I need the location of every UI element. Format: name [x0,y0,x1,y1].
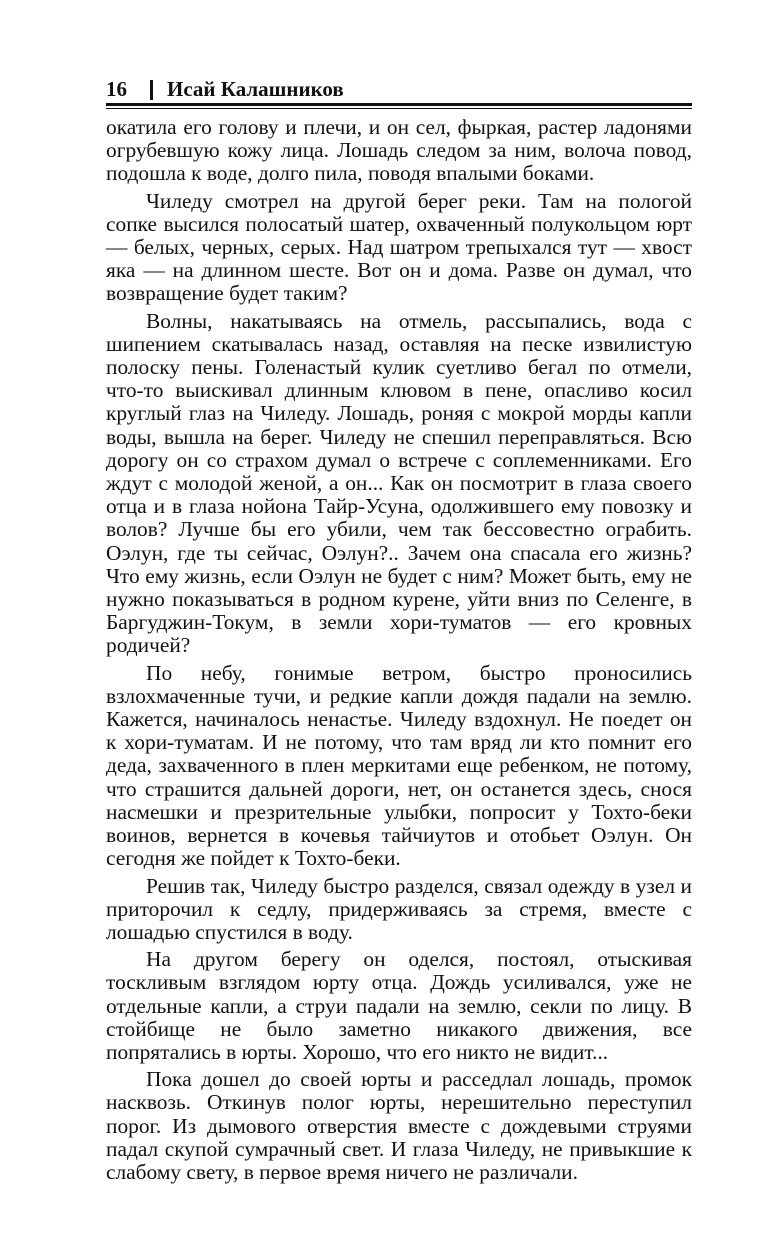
paragraph: На другом берегу он оделся, постоял, отыскивая тоскливым взглядом юрту отца. Дождь усиливался, уже не отдельные капли, а струи падали на землю, секли по лицу. В стойбище не было заметно никакого движения, все попрятались в юрты. Хорошо, что его никто не видит... [106,947,692,1064]
page-number: 16 [106,77,127,101]
header-rule-thick [106,103,692,106]
book-page [106,78,692,1188]
paragraph: Пока дошел до своей юрты и расседлал лошадь, промок насквозь. Откинув полог юрты, нерешительно переступил порог. Из дымового отверстия вместе с дождевыми струями падал скупой сумрачный свет. И глаза Чиледу, не привыкшие к слабому свету, в первое время ничего не различали. [106,1067,692,1184]
paragraph: Волны, накатываясь на отмель, рассыпались, вода с шипением скатывалась назад, оставляя на песке извилистую полоску пены. Голенастый кулик суетливо бегал по отмели, что-то выискивал длинным клювом в пене, опасливо косил круглый глаз на Чиледу. Лошадь, роняя с мокрой морды капли воды, вышла на берег. Чиледу не спешил переправляться. Всю дорогу он со страхом думал о встрече с соплеменниками. Его ждут с молодой женой, а он... Как он посмотрит в глаза своего отца и в глаза нойона Тайр-Усуна, одолжившего ему повозку и волов? Лучше бы его убили, чем так бессовестно ограбить. Оэлун, где ты сейчас, Оэлун?.. Зачем она спасала его жизнь? Что ему жизнь, если Оэлун не будет с ним? Может быть, ему не нужно показываться в родном курене, уйти вниз по Селенге, в Баргуджин-Токум, в земли хори-туматов — его кровных родичей? [106,308,692,658]
header-rule-thin [106,108,692,109]
body-text [106,116,692,1184]
paragraph: Решив так, Чиледу быстро разделся, связал одежду в узел и приторочил к седлу, придерживаясь за стремя, вместе с лошадью спустился в воду. [106,873,692,944]
paragraph: По небу, гонимые ветром, быстро проносились взлохмаченные тучи, и редкие капли дождя падали на землю. Кажется, начиналось ненастье. Чиледу вздохнул. Не поедет он к хори-туматам. И не потому, что там вряд ли кто помнит его деда, захваченного в плен меркитами еще ребенком, не потому, что страшится дальней дороги, нет, он останется здесь, снося насмешки и презрительные улыбки, попросит у Тохто-беки воинов, вернется в кочевья тайчиутов и отобьет Оэлун. Он сегодня же пойдет к Тохто-беки. [106,660,692,871]
author-name: Исай Калашников [167,77,344,101]
paragraph: Чиледу смотрел на другой берег реки. Там на пологой сопке высился полосатый шатер, охваченный полукольцом юрт — белых, черных, серых. Над шатром трепыхался тут — хвост яка — на длинном шесте. Вот он и дома. Разве он думал, что возвращение будет таким? [106,188,692,306]
running-head [106,78,692,102]
paragraph: окатила его голову и плечи, и он сел, фыркая, растер ладонями огрубевшую кожу лица. Лошадь следом за ним, волоча повод, подошла к воде, долго пила, поводя впалыми боками. [106,115,692,186]
header-separator [150,80,153,100]
